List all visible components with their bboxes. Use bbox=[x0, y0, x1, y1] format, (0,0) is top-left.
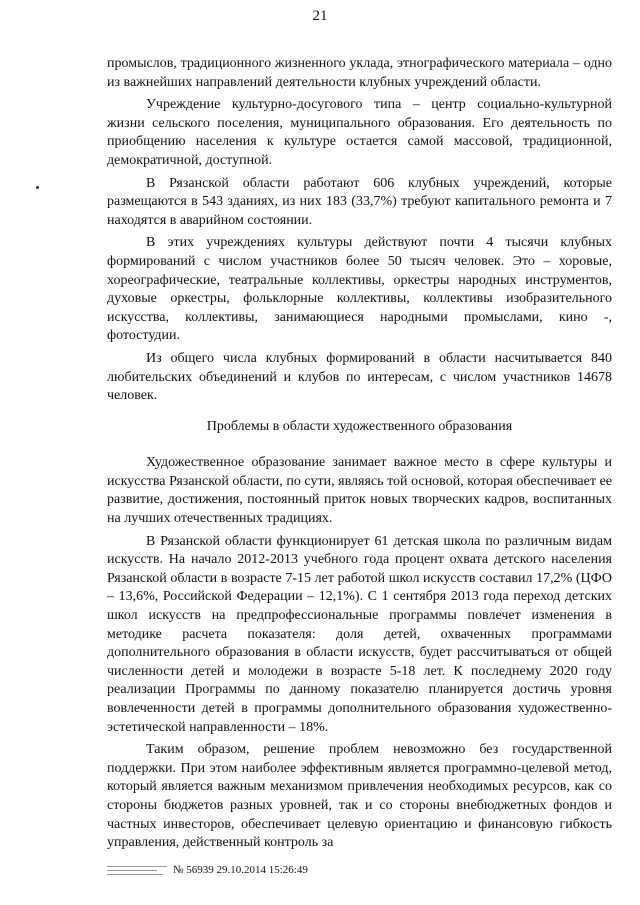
registration-stamp-icon bbox=[107, 863, 167, 877]
margin-mark bbox=[36, 186, 39, 189]
paragraph: Художественное образование занимает важное место в сфере культуры и искусства Рязанской области, по сути, являясь той основой, которая обеспечивает ее развитие, достижения, постоянный приток новых творческих кадров, воспитанных на лучших отечественных традициях. bbox=[107, 455, 612, 527]
paragraph: Таким образом, решение проблем невозможно без государственной поддержки. При этом наиболее эффективным является программно-целевой метод, который является важным механизмом привлечения необходимых ресурсов, как со стороны бюджетов разных уровней, так и со стороны внебюджетных фондов и частных инвесторов, обеспечивает целевую ориентацию и финансовую гибкость управления, действенный контроль за bbox=[107, 742, 612, 851]
section-heading: Проблемы в области художественного образования bbox=[206, 418, 513, 434]
document-footer bbox=[107, 861, 308, 879]
paragraph: Учреждение культурно-досугового типа – центр социально-культурной жизни сельского поселения, муниципального образования. Его деятельность по приобщению населения к культуре остается самой массовой, традиционной, демократичной, доступной. bbox=[107, 97, 612, 168]
document-registration-number: № 56939 29.10.2014 15:26:49 bbox=[173, 864, 308, 876]
paragraph: Из общего числа клубных формирований в области насчитывается 840 любительских объединений и клубов по интересам, с числом участников 14678 человек. bbox=[107, 350, 612, 404]
paragraph: В Рязанской области работают 606 клубных учреждений, которые размещаются в 543 зданиях, из них 183 (33,7%) требуют капитального ремонта и 7 находятся в аварийном состоянии. bbox=[107, 175, 612, 228]
paragraph: В Рязанской области функционирует 61 детская школа по различным видам искусств. На начало 2012-2013 учебного года процент охвата детского населения Рязанской области в возрасте 7-15 лет работой школ искусств составил 17,2% (ЦФО – 13,6%, Российской Федерации – 12,1%). С 1 сентября 2013 года переход детских школ искусств на предпрофессиональные программы повлечет изменения в методике расчета показателя: доля детей, охваченных программами дополнительного образования в области искусств, будет рассчитываться от общей численности детей и молодежи в возрасте 5-18 лет. К последнему 2020 году реализации Программы по данному показателю планируется достичь уровня вовлеченности детей в программы дополнительного образования художественно-эстетической направленности – 18%. bbox=[107, 533, 612, 735]
document-body bbox=[107, 55, 612, 857]
page-number: 21 bbox=[312, 8, 328, 24]
paragraph: В этих учреждениях культуры действуют почти 4 тысячи клубных формирований с числом участников более 50 тысяч человек. Это – хоровые, хореографические, театральные коллективы, оркестры народных инструментов, духовые оркестры, фольклорные коллективы, коллективы изобразительного искусства, коллективы, занимающиеся народными промыслами, кино -, фотостудии. bbox=[107, 235, 612, 344]
paragraph: промыслов, традиционного жизненного уклада, этнографического материала – одно из важнейших направлений деятельности клубных учреждений области. bbox=[107, 56, 612, 90]
